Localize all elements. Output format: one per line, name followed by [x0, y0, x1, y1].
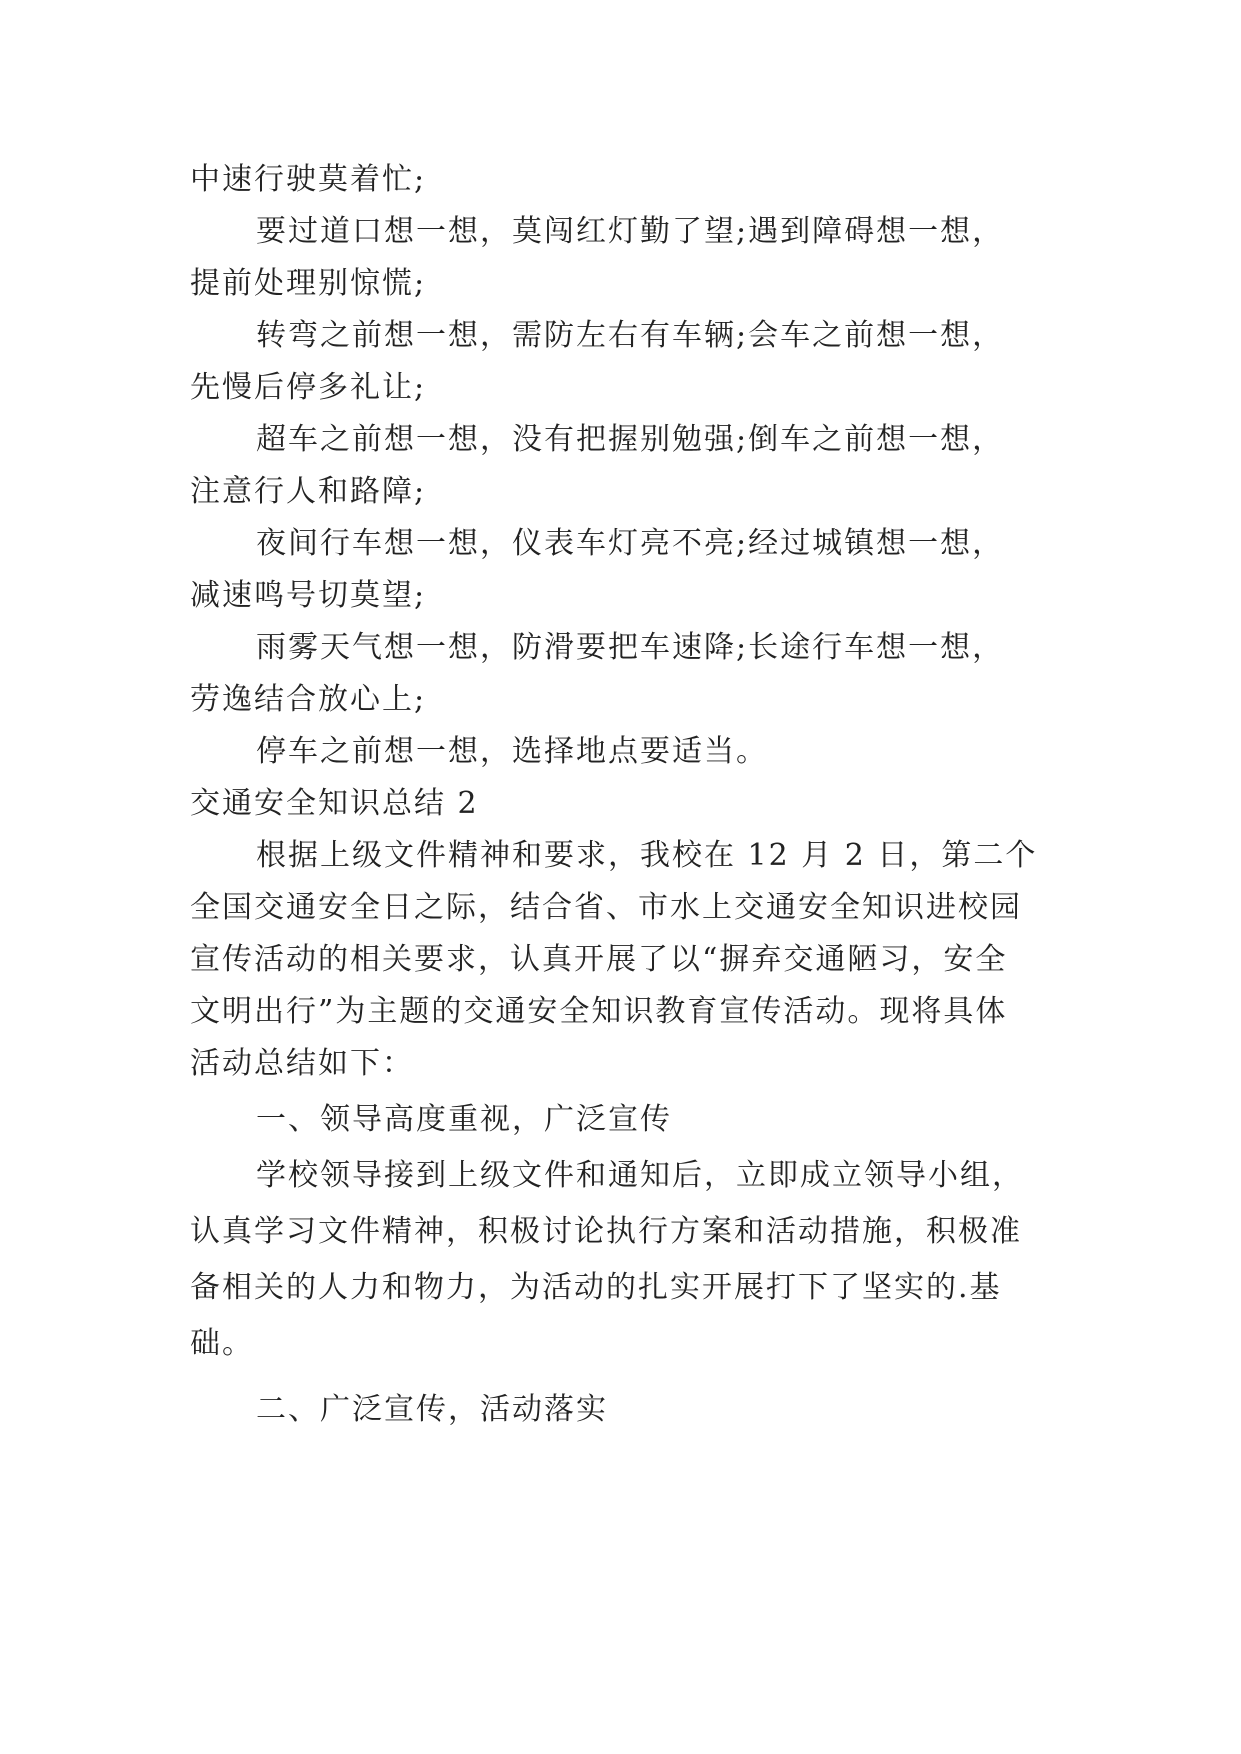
paragraph-start: 要过道口想一想，莫闯红灯勤了望;遇到障碍想一想， [256, 214, 1005, 249]
text-line: 宣传活动的相关要求，认真开展了以“摒弃交通陋习，安全 [190, 942, 1008, 977]
subheading: 一、领导高度重视，广泛宣传 [256, 1102, 672, 1137]
section-title: 交通安全知识总结 2 [190, 786, 479, 821]
text-line: 先慢后停多礼让; [190, 370, 427, 405]
paragraph-start: 夜间行车想一想，仪表车灯亮不亮;经过城镇想一想， [256, 526, 1005, 561]
text-line: 减速鸣号切莫望; [190, 578, 427, 613]
text-line: 注意行人和路障; [190, 474, 427, 509]
text-line: 文明出行”为主题的交通安全知识教育宣传活动。现将具体 [190, 994, 1008, 1029]
text-line: 中速行驶莫着忙; [190, 162, 427, 197]
paragraph-start: 停车之前想一想，选择地点要适当。 [256, 734, 768, 769]
paragraph-start: 雨雾天气想一想，防滑要把车速降;长途行车想一想， [256, 630, 1005, 665]
text-line: 活动总结如下： [190, 1046, 414, 1081]
paragraph-start: 学校领导接到上级文件和通知后，立即成立领导小组， [256, 1158, 1024, 1193]
text-line: 础。 [190, 1326, 254, 1361]
text-line: 备相关的人力和物力，为活动的扎实开展打下了坚实的.基 [190, 1270, 1002, 1305]
subheading: 二、广泛宣传，活动落实 [256, 1392, 608, 1427]
text-line: 提前处理别惊慌; [190, 266, 427, 301]
paragraph-start: 超车之前想一想，没有把握别勉强;倒车之前想一想， [256, 422, 1005, 457]
text-line: 全国交通安全日之际，结合省、市水上交通安全知识进校园 [190, 890, 1022, 925]
text-line: 劳逸结合放心上; [190, 682, 427, 717]
paragraph-start: 转弯之前想一想，需防左右有车辆;会车之前想一想， [256, 318, 1005, 353]
text-line: 认真学习文件精神，积极讨论执行方案和活动措施，积极准 [190, 1214, 1022, 1249]
paragraph-start: 根据上级文件精神和要求，我校在 12 月 2 日，第二个 [256, 838, 1038, 873]
